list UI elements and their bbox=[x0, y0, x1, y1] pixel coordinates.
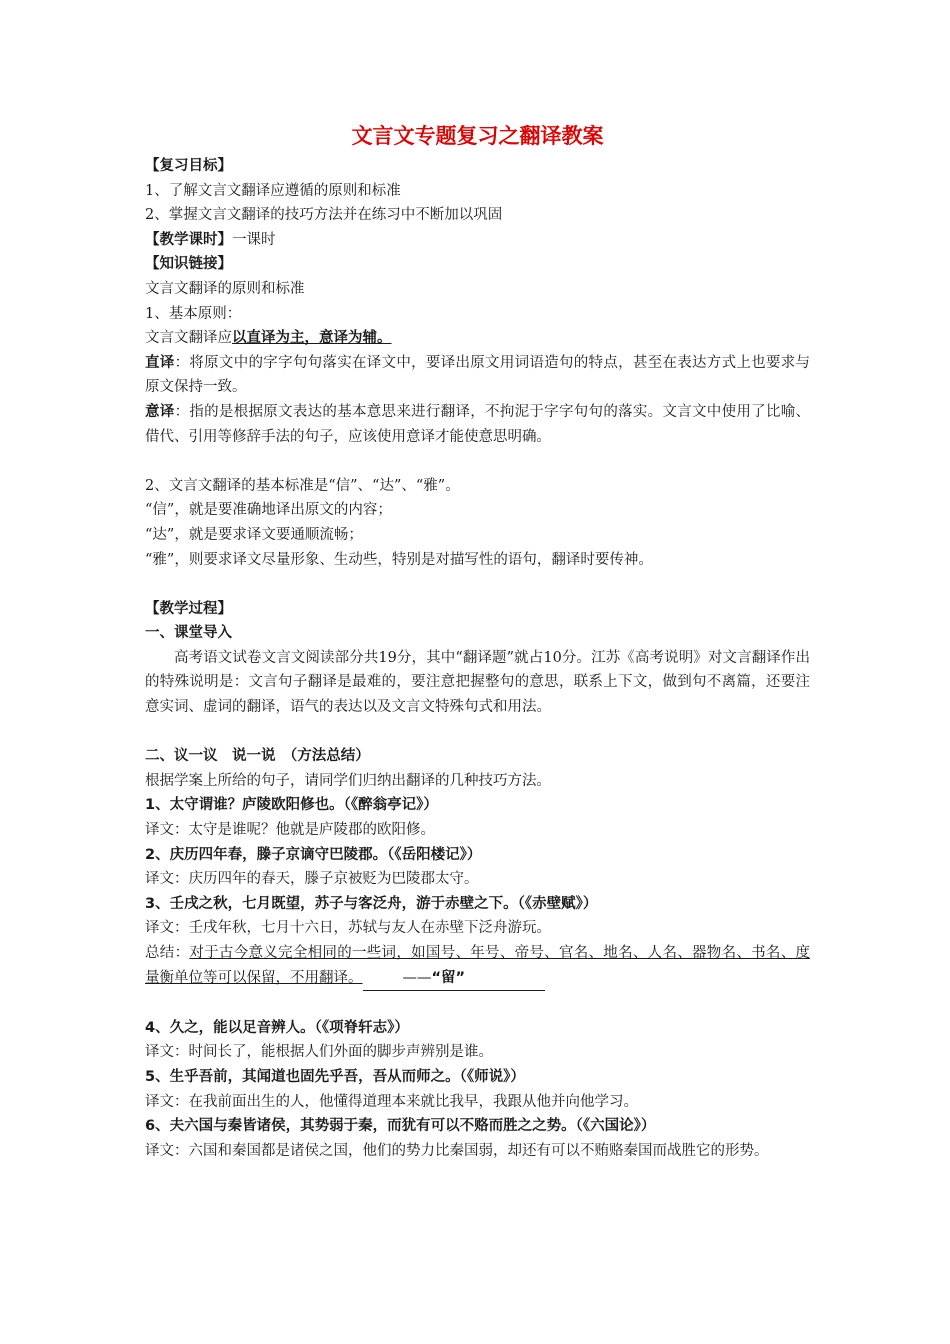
principle-line bbox=[145, 326, 810, 351]
document-page bbox=[145, 118, 810, 1163]
process-heading: 【教学过程】 bbox=[145, 600, 232, 617]
example-5-question: 5、生乎吾前，其闻道也固先乎吾，吾从而师之。（《师说》） bbox=[145, 1068, 525, 1085]
example-2-answer: 译文：庆历四年的春天，滕子京被贬为巴陵郡太守。 bbox=[145, 871, 479, 888]
standard-xin: “信”，就是要准确地译出原文的内容； bbox=[145, 502, 392, 519]
section-2-intro: 根据学案上所给的句子，请同学们归纳出翻译的几种技巧方法。 bbox=[145, 772, 551, 789]
principle-prefix: 文言文翻译应 bbox=[145, 330, 232, 347]
spacer bbox=[145, 449, 810, 474]
literal-translation-para bbox=[145, 351, 810, 400]
principle-emphasis: 以直译为主，意译为辅。 bbox=[232, 330, 392, 347]
section-1-text: 高考语文试卷文言文阅读部分共19分，其中“翻译题”就占10分。江苏《高考说明》对文言翻译作出的特殊说明是：文言句子翻译是最难的，要注意把握整句的意思，联系上下文，做到句不离篇，还要注意实词、虚词的翻译，语气的表达以及文言文特殊句式和用法。 bbox=[145, 649, 810, 716]
section-1-heading: 一、课堂导入 bbox=[145, 625, 232, 642]
literal-text: ：将原文中的字字句句落实在译文中，要译出原文用词语造句的特点，甚至在表达方式上也要求与原文保持一致。 bbox=[145, 354, 811, 396]
summary-tag-line bbox=[363, 966, 546, 992]
summary-label: 总结： bbox=[145, 945, 190, 961]
standards-title: 2、文言文翻译的基本标准是“信”、“达”、“雅”。 bbox=[145, 477, 460, 494]
example-5-answer: 译文：在我前面出生的人，他懂得道理本来就比我早，我跟从他并向他学习。 bbox=[145, 1093, 638, 1110]
example-1-answer: 译文：太守是谁呢？他就是庐陵郡的欧阳修。 bbox=[145, 822, 435, 839]
summary-dash: —— bbox=[402, 969, 432, 986]
standard-da: “达”，就是要求译文要通顺流畅； bbox=[145, 526, 363, 543]
section-2-heading: 二、议一议 说一说 （方法总结） bbox=[145, 748, 370, 765]
spacer bbox=[145, 991, 810, 1016]
summary-block bbox=[145, 941, 810, 991]
hours-line bbox=[145, 228, 810, 253]
knowledge-intro: 文言文翻译的原则和标准 bbox=[145, 280, 305, 297]
free-translation-para bbox=[145, 400, 810, 449]
goals-heading: 【复习目标】 bbox=[145, 158, 232, 174]
hours-value: 一课时 bbox=[232, 231, 276, 248]
example-3-question: 3、壬戌之秋，七月既望，苏子与客泛舟，游于赤壁之下。（《赤壁赋》） bbox=[145, 895, 598, 912]
example-6-answer: 译文：六国和秦国都是诸侯之国，他们的势力比秦国弱，却还有可以不贿赂秦国而战胜它的形势。 bbox=[145, 1142, 769, 1159]
example-4-answer: 译文：时间长了，能根据人们外面的脚步声辨别是谁。 bbox=[145, 1044, 493, 1061]
page-title: 文言文专题复习之翻译教案 bbox=[351, 124, 604, 148]
free-text: ：指的是根据原文表达的基本意思来进行翻译，不拘泥于字字句句的落实。文言文中使用了比喻、借代、引用等修辞手法的句子，应该使用意译才能使意思明确。 bbox=[145, 403, 811, 445]
hours-heading: 【教学课时】 bbox=[145, 231, 232, 248]
principle-title: 1、基本原则： bbox=[145, 305, 242, 322]
summary-tag: “留” bbox=[431, 969, 466, 986]
summary-text: 对于古今意义完全相同的一些词，如国号、年号、帝号、官名、地名、人名、器物名、书名、度量衡单位等可以保留，不用翻译。 bbox=[145, 945, 811, 986]
example-1-question: 1、太守谓谁？庐陵欧阳修也。（《醉翁亭记》） bbox=[145, 797, 438, 814]
goal-item-2: 2、掌握文言文翻译的技巧方法并在练习中不断加以巩固 bbox=[145, 207, 503, 224]
example-6-question: 6、夫六国与秦皆诸侯，其势弱于秦，而犹有可以不赂而胜之之势。（《六国论》） bbox=[145, 1118, 656, 1135]
literal-label: 直译 bbox=[145, 354, 175, 371]
example-3-answer: 译文：壬戌年秋，七月十六日，苏轼与友人在赤壁下泛舟游玩。 bbox=[145, 920, 551, 937]
knowledge-heading: 【知识链接】 bbox=[145, 256, 232, 273]
free-label: 意译 bbox=[145, 403, 175, 420]
spacer bbox=[145, 720, 810, 745]
standard-ya: “雅”，则要求译文尽量形象、生动些，特别是对描写性的语句，翻译时要传神。 bbox=[145, 551, 653, 568]
spacer bbox=[145, 572, 810, 597]
goal-item-1: 1、了解文言文翻译应遵循的原则和标准 bbox=[145, 182, 401, 199]
example-4-question: 4、久之，能以足音辨人。（《项脊轩志》） bbox=[145, 1019, 409, 1036]
example-2-question: 2、庆历四年春，滕子京谪守巴陵郡。（《岳阳楼记》） bbox=[145, 846, 482, 863]
